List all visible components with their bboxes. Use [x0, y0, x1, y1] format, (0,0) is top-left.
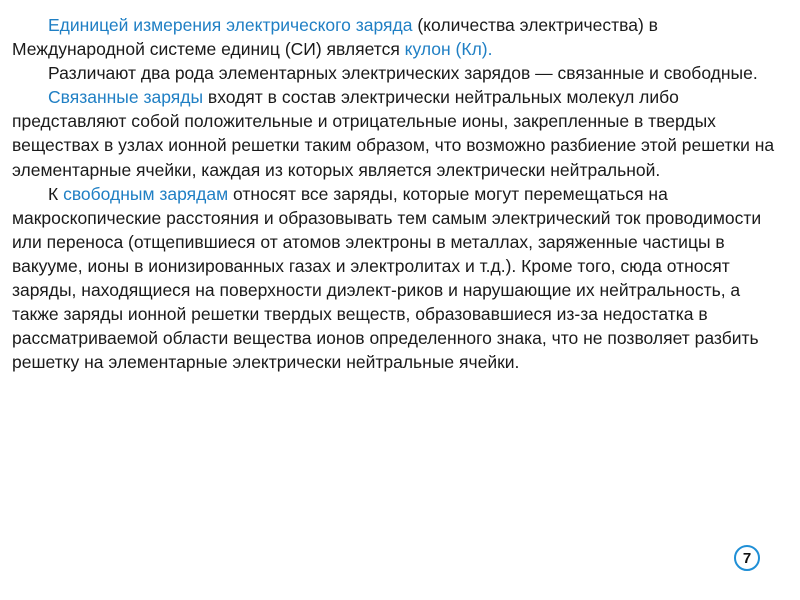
paragraph-text: К — [48, 183, 64, 204]
term-charge-unit: Единицей измерения электрического заряда — [48, 15, 413, 35]
paragraph-text: входят в состав электрически нейтральных молекул либо представляют собой положительные и отрицательные ионы, закрепленные в твердых веществах в узлах ионной решетки таким образом, что возможно разбиение этой решетки на элементарные ячейки, каждая из которых является электрически нейтральной. — [12, 87, 775, 180]
paragraph-free-charges — [12, 182, 787, 375]
paragraph-text: Различают два рода элементарных электрических зарядов — связанные и свободные. — [48, 63, 758, 84]
paragraph-bound-charges — [12, 85, 787, 181]
paragraph-text: относят все заряды, которые могут перемещаться на макроскопические расстояния и образовывать тем самым электрический ток проводимости или переноса (отщепившиеся от атомов электроны в металлах, заряженные частицы в вакууме, ионы в ионизированных газах и электролитах и т.д.). Кроме того, сюда относят заряды, находящиеся на поверхности диэлект-риков и нарушающие их нейтральность, а также заряды ионной решетки твердых веществ, образовавшиеся из-за недостатка в рассматриваемой области вещества ионов определенного знака, что не позволяет разбить решетку на элементарные электрически нейтральные ячейки. — [12, 183, 762, 373]
paragraph-charge-unit — [12, 13, 787, 61]
term-free-charges: свободным зарядам — [63, 183, 229, 204]
term-coulomb: кулон (Кл). — [404, 39, 493, 60]
term-bound-charges: Связанные заряды — [48, 87, 204, 108]
paragraph-text: (количества электричества) в Международной системе единиц (СИ) является — [12, 15, 658, 60]
page-number-badge — [734, 545, 760, 571]
slide-text-body — [12, 13, 787, 374]
paragraph-charge-kinds — [12, 61, 787, 85]
page-number: 7 — [742, 549, 752, 567]
